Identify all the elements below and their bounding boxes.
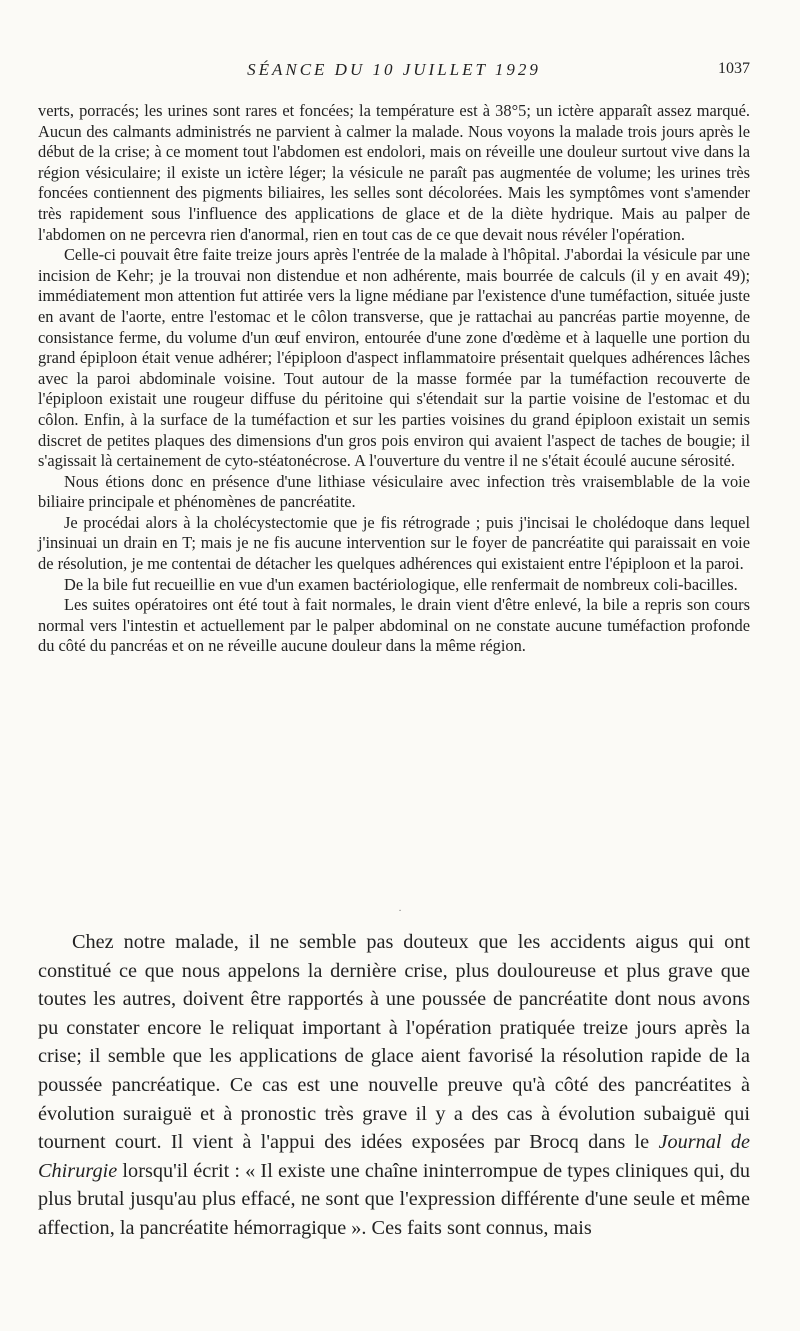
case-discussion xyxy=(38,928,750,1243)
discussion-text-start: Chez notre malade, il ne semble pas douteux que les accidents aigus qui ont constitué ce que nous appelons la dernière crise, plus douloureuse et plus grave que toutes les autres, doivent être rapportés à une poussée de pancréatite dont nous avons pu constater encore le reliquat important à l'opération pratiquée treize jours après la crise; il semble que les applications de glace aient favorisé la résolution rapide de la poussée pancréatique. Ce cas est une nouvelle preuve qu'à côté des pancréatites à évolution suraiguë et à pronostic très grave il y a des cas à évolution subaiguë qui tournent court. Il vient à l'appui des idées exposées par Brocq dans le xyxy=(38,931,750,1154)
observation-paragraph: Nous étions donc en présence d'une lithiase vésiculaire avec infection très vraisemblable de la voie biliaire principale et phénomènes de pancréatite. xyxy=(38,471,750,512)
observation-paragraph: Les suites opératoires ont été tout à fait normales, le drain vient d'être enlevé, la bile a repris son cours normal vers l'intestin et actuellement par le palper abdominal on ne constate aucune tuméfaction profonde du côté du pancréas et on ne réveille aucune douleur dans la même région. xyxy=(38,595,750,656)
case-observation xyxy=(38,101,750,657)
observation-paragraph: verts, porracés; les urines sont rares et foncées; la température est à 38°5; un ictère apparaît assez marqué. Aucun des calmants administrés ne parvient à calmer la malade. Nous voyons la malade trois jours après le début de la crise; à ce moment tout l'abdomen est endolori, mais on réveille une douleur surtout vive dans la région vésiculaire; il existe un ictère léger; la vésicule ne paraît pas augmentée de volume; les urines très foncées contiennent des pigments biliaires, les selles sont décolorées. Mais les symptômes vont s'amender très rapidement sous l'influence des applications de glace et de la diète hydrique. Mais au palper de l'abdomen on ne percevra rien d'anormal, rien en tout cas de ce que devait nous révéler l'opération. xyxy=(38,101,750,244)
observation-paragraph: De la bile fut recueillie en vue d'un examen bactériologique, elle renfermait de nombreux coli-bacilles. xyxy=(64,574,738,594)
running-title: SÉANCE DU 10 JUILLET 1929 xyxy=(247,60,541,79)
section-divider: · xyxy=(398,906,402,917)
discussion-text-end: lorsqu'il écrit : « Il existe une chaîne ininterrompue de types cliniques qui, du plus brutal jusqu'au plus effacé, ne sont que l'expression différente d'une seule et même affection, la pancréatite hémorragique ». Ces faits sont connus, mais xyxy=(38,1159,750,1239)
discussion-paragraph xyxy=(38,928,750,1243)
page-header xyxy=(38,58,750,82)
journal-title: Journal de Chirurgie xyxy=(38,1131,750,1182)
observation-paragraph: Je procédai alors à la cholécystectomie que je fis rétrograde ; puis j'incisai le cholédoque dans lequel j'insinuai un drain en T; mais je ne fis aucune intervention sur le foyer de pancréatite qui paraissait en voie de résolution, je me contentai de détacher les quelques adhérences qui existaient entre l'épiploon et la paroi. xyxy=(38,512,750,574)
page-number: 1037 xyxy=(718,60,750,77)
observation-paragraph: Celle-ci pouvait être faite treize jours après l'entrée de la malade à l'hôpital. J'abordai la vésicule par une incision de Kehr; je la trouvai non distendue et non adhérente, mais bourrée de calculs (il y en avait 49); immédiatement mon attention fut attirée vers la ligne médiane par l'existence d'une tuméfaction, située juste en avant de l'aorte, entre l'estomac et le côlon transverse, que je rattachai au pancréas partie moyenne, de consistance ferme, du volume d'un œuf environ, entourée d'une zone d'œdème et à laquelle une portion du grand épiploon était venue adhérer; l'épiploon d'aspect inflammatoire présentait quelques adhérences lâches avec la paroi abdominale voisine. Tout autour de la masse formée par la tuméfaction recouverte de l'épiploon existait une rougeur diffuse du péritoine qui s'étendait sur la partie voisine de l'estomac et du côlon. Enfin, à la surface de la tuméfaction et sur les parties voisines du grand épiploon existait un semis discret de petites plaques des dimensions d'un gros pois environ qui avaient l'aspect de taches de bougie; il s'agissait là certainement de cyto-stéatonécrose. A l'ouverture du ventre il ne s'était écoulé aucune sérosité. xyxy=(38,245,750,471)
